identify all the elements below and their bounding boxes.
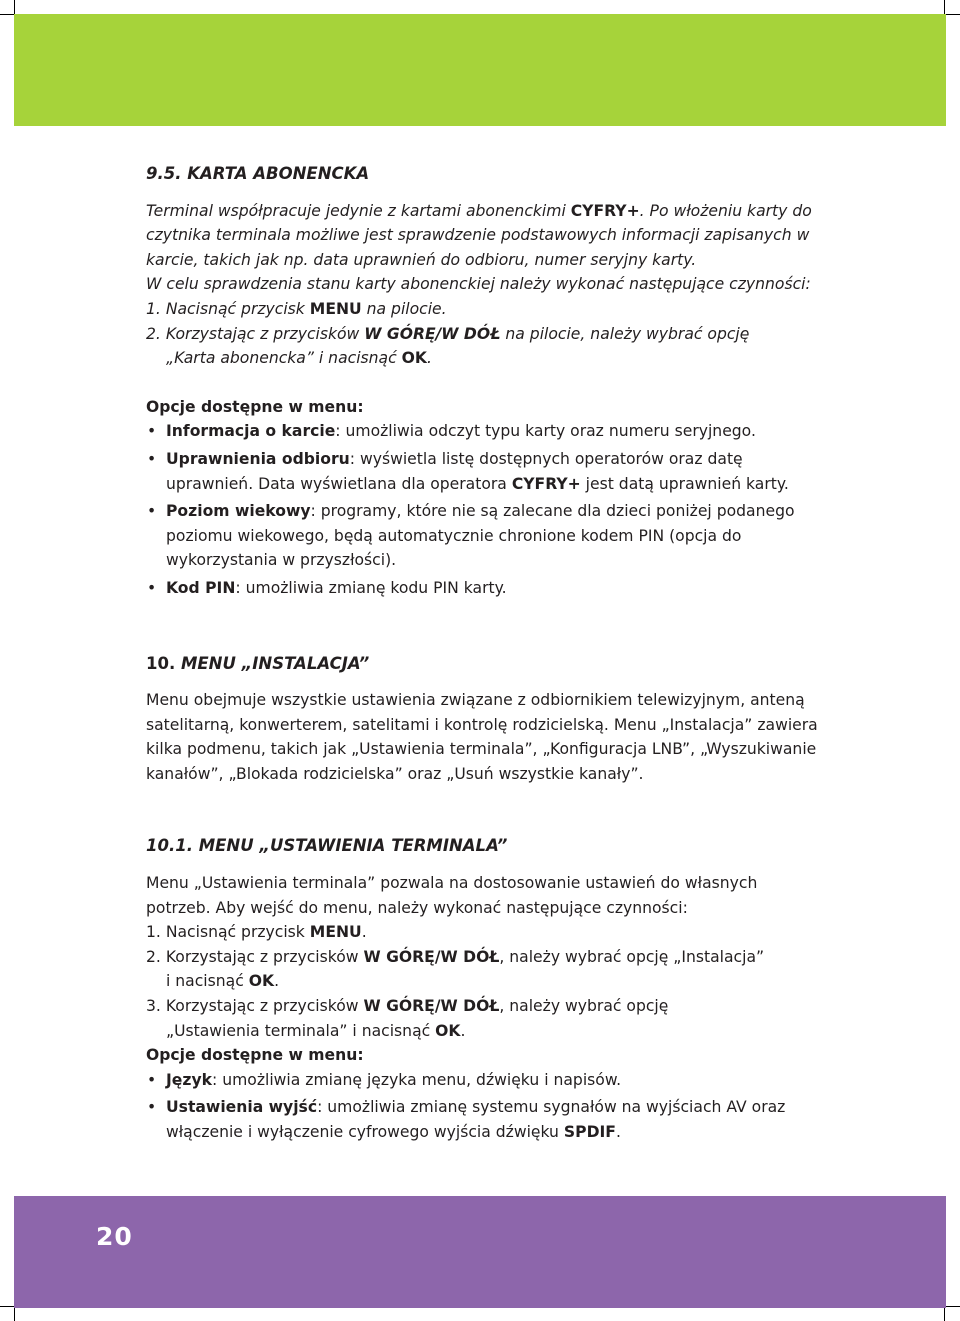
section-9-5-intro: Terminal współpracuje jedynie z kartami abonenckimi CYFRY+. Po włożeniu karty do czytnika terminala możliwe jest sprawdzenie podstawowych informacji zapisanych w karcie, takich jak np. data uprawnień do odbioru, numer seryjny karty. [146, 201, 812, 269]
page-number: 20 [96, 1222, 133, 1251]
crop-mark [0, 14, 14, 15]
list-item: • Poziom wiekowy: programy, które nie są zalecane dla dzieci poniżej podanego poziomu wiekowego, będą automatycznie chronione kodem PIN (opcja do wykorzystania w przyszłości). [146, 499, 826, 573]
crop-mark [14, 0, 15, 14]
top-color-band [14, 14, 946, 126]
options-heading: Opcje dostępne w menu: [146, 397, 364, 416]
section-heading-9-5: 9.5. KARTA ABONENCKA [146, 164, 370, 183]
step-2: 2. Korzystając z przycisków W GÓRĘ/W DÓŁ na pilocie, należy wybrać opcję [146, 324, 750, 343]
options-list [146, 1068, 826, 1145]
list-item: • Informacja o karcie: umożliwia odczyt typu karty oraz numeru seryjnego. [146, 419, 826, 444]
list-item: • Ustawienia wyjść: umożliwia zmianę systemu sygnałów na wyjściach AV oraz włączenie i wyłączenie cyfrowego wyjścia dźwięku SPDIF. [146, 1095, 826, 1144]
crop-mark [946, 14, 960, 15]
section-10-body: Menu obejmuje wszystkie ustawienia związane z odbiornikiem telewizyjnym, anteną satelitarną, konwerterem, satelitami i kontrolę rodzicielską. Menu „Instalacja” zawiera kilka podmenu, takich jak „Ustawienia terminala”, „Konfiguracja LNB”, „Wyszukiwanie kanałów”, „Blokada rodzicielska” oraz „Usuń wszystkie kanały”. [146, 691, 818, 783]
crop-mark [946, 1306, 960, 1307]
step-1: 1. Nacisnąć przycisk MENU na pilocie. [146, 299, 447, 318]
step-2-cont: i nacisnąć OK. [166, 972, 280, 991]
crop-mark [14, 1307, 15, 1321]
step-3-cont: „Ustawienia terminala” i nacisnąć OK. [166, 1021, 466, 1040]
step-2: 2. Korzystając z przycisków W GÓRĘ/W DÓŁ, należy wybrać opcję „Instalacja” [146, 947, 765, 966]
section-9-5-check: W celu sprawdzenia stanu karty abonenckiej należy wykonać następujące czynności: [146, 275, 811, 294]
options-list [146, 419, 826, 600]
crop-mark [0, 1306, 14, 1307]
options-heading: Opcje dostępne w menu: [146, 1046, 364, 1065]
section-heading-10-1: 10.1. MENU „USTAWIENIA TERMINALA” [146, 836, 508, 856]
crop-mark [944, 1307, 945, 1321]
list-item: • Kod PIN: umożliwia zmianę kodu PIN karty. [146, 576, 826, 601]
section-10-1-intro: Menu „Ustawienia terminala” pozwala na dostosowanie ustawień do własnych potrzeb. Aby wejść do menu, należy wykonać następujące czynności: [146, 874, 758, 917]
step-2-cont: „Karta abonencka” i nacisnąć OK. [166, 349, 432, 368]
step-1: 1. Nacisnąć przycisk MENU. [146, 923, 367, 942]
step-3: 3. Korzystając z przycisków W GÓRĘ/W DÓŁ, należy wybrać opcję [146, 997, 669, 1016]
bottom-color-band [14, 1196, 946, 1308]
brand-cyfry: CYFRY+ [570, 201, 640, 220]
section-heading-10: 10. MENU „INSTALACJA” [146, 653, 370, 673]
crop-mark [944, 0, 945, 14]
list-item: • Uprawnienia odbioru: wyświetla listę dostępnych operatorów oraz datę uprawnień. Data wyświetlana dla operatora CYFRY+ jest datą uprawnień karty. [146, 447, 826, 496]
page-content [146, 162, 826, 1148]
list-item: • Język: umożliwia zmianę języka menu, dźwięku i napisów. [146, 1068, 826, 1093]
